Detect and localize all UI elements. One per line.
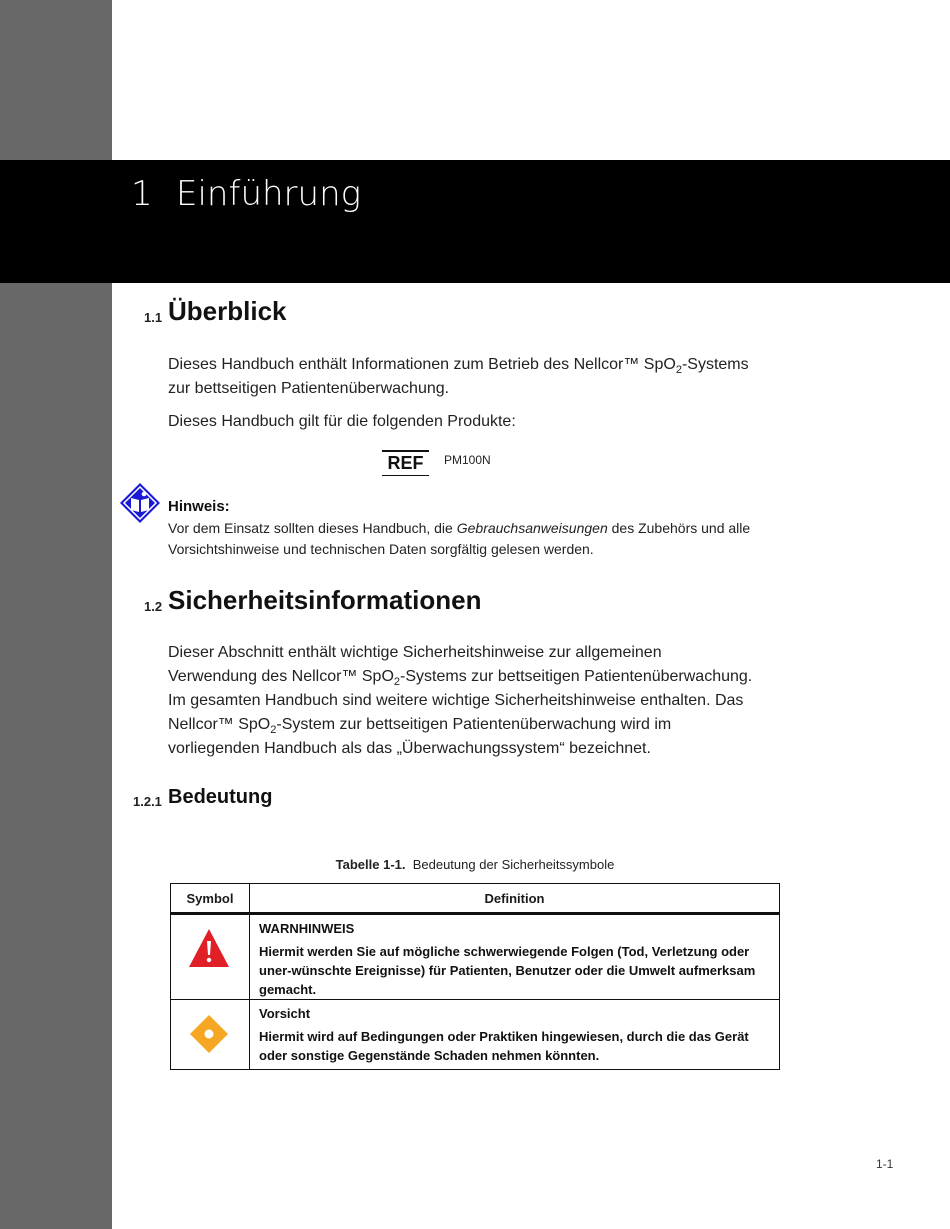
definition-cell: [250, 914, 780, 1000]
definition-cell: [250, 1000, 780, 1070]
chapter-number: 1: [131, 174, 153, 214]
caution-diamond-icon: [189, 1014, 229, 1054]
subsection-number: 1.2.1: [133, 794, 162, 809]
table-row: [171, 1000, 780, 1070]
paragraph: Dieser Abschnitt enthält wichtige Sicherheitshinweise zur allgemeinen Verwendung des Nellcor™ SpO$_2$-Systems zur bettseitigen Patientenüberwachung. Im gesamten Handbuch sind weitere wichtige Sicherheitshinweise enthalten. Das Nellcor™ SpO$_2$-System zur bettseitigen Patientenüberwachung wird im vorliegenden Handbuch als das „Überwachungssystem“ bezeichnet.: [168, 644, 753, 757]
chapter-title: Einführung: [176, 174, 362, 214]
note-text: Vor dem Einsatz sollten dieses Handbuch, die Gebrauchsanweisungen des Zubehörs und alle Vorsichtshinweise und technischen Daten sorgfältig gelesen werden.: [168, 520, 751, 557]
section-title: Überblick: [168, 296, 287, 326]
definition-text: Hiermit wird auf Bedingungen oder Praktiken hingewiesen, durch die das Gerät oder sonstige Gegenstände Schaden nehmen könnten.: [259, 1029, 749, 1063]
definition-text: Hiermit werden Sie auf mögliche schwerwiegende Folgen (Tod, Verletzung oder uner-wünschte Ereignisse) für Patienten, Benutzer oder die Umwelt aufmerksam gemacht.: [259, 944, 756, 997]
symbol-cell: [171, 1000, 250, 1070]
ref-symbol: REF: [382, 450, 429, 476]
table-caption: Tabelle 1-1. Bedeutung der Sicherheitssymbole: [335, 857, 615, 872]
section-number: 1.2: [144, 599, 163, 614]
definition-title: WARNHINWEIS: [259, 921, 355, 936]
safety-symbols-table: [170, 883, 780, 1070]
info-book-icon: [119, 482, 161, 524]
paragraph: Dieses Handbuch gilt für die folgenden Produkte:: [168, 413, 516, 430]
column-header-symbol: Symbol: [171, 884, 250, 914]
column-header-definition: Definition: [250, 884, 780, 914]
section-number: 1.1: [144, 310, 163, 325]
ref-value: PM100N: [444, 453, 491, 467]
paragraph: Dieses Handbuch enthält Informationen zum Betrieb des Nellcor™ SpO$_2$-Systems zur bettseitigen Patientenüberwachung.: [168, 356, 749, 397]
subsection-title: Bedeutung: [168, 786, 273, 808]
table-row: [171, 914, 780, 1000]
section-title: Sicherheitsinformationen: [168, 585, 482, 615]
definition-title: Vorsicht: [259, 1006, 311, 1021]
symbol-cell: [171, 914, 250, 1000]
warning-triangle-icon: [188, 928, 230, 968]
note-title: Hinweis:: [168, 498, 230, 515]
page-number: 1-1: [876, 1157, 894, 1171]
